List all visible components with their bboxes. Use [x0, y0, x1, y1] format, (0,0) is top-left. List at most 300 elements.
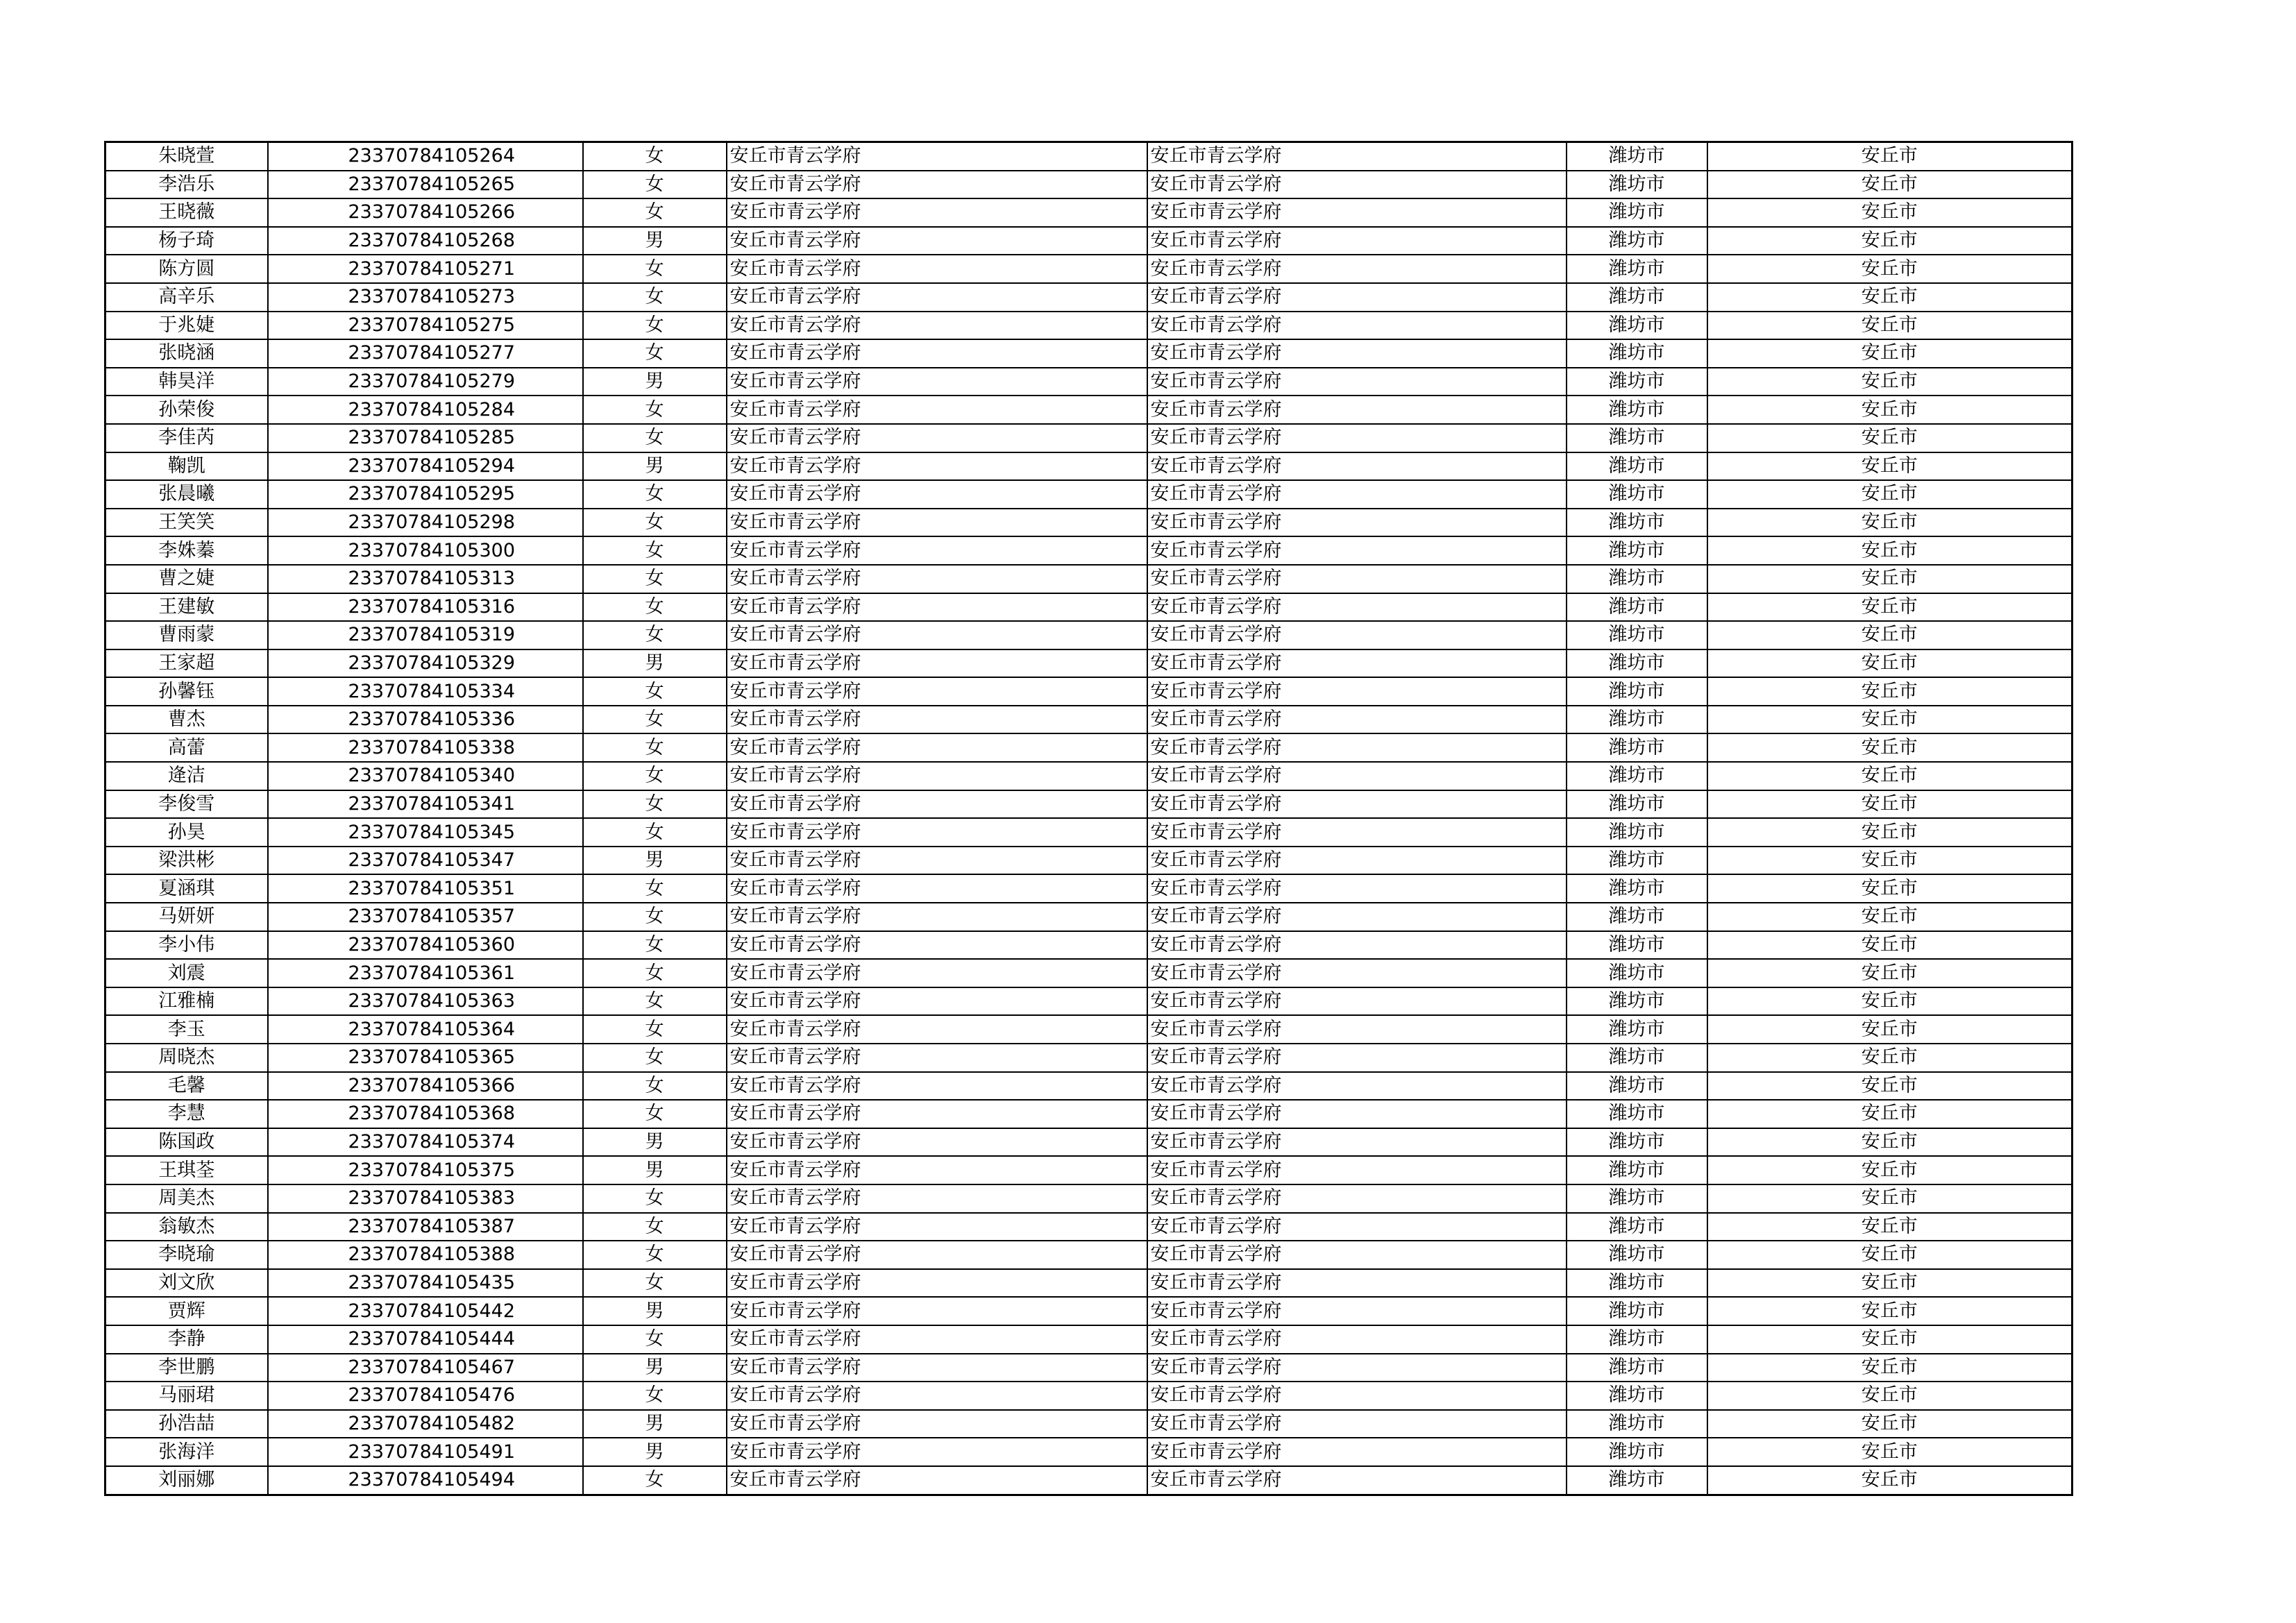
city-cell: 潍坊市: [1567, 762, 1707, 790]
city-cell: 潍坊市: [1567, 424, 1707, 452]
exam-site-cell: 安丘市青云学府: [1147, 1241, 1567, 1269]
student-name-cell: 马妍妍: [105, 903, 268, 931]
gender-cell: 女: [583, 790, 727, 819]
gender-cell: 女: [583, 1325, 727, 1354]
exam-id-cell: 23370784105383: [268, 1184, 583, 1213]
school-cell: 安丘市青云学府: [727, 480, 1147, 509]
student-name-cell: 毛馨: [105, 1072, 268, 1101]
gender-cell: 女: [583, 1213, 727, 1241]
county-cell: 安丘市: [1707, 1156, 2073, 1184]
county-cell: 安丘市: [1707, 1213, 2073, 1241]
school-cell: 安丘市青云学府: [727, 339, 1147, 368]
exam-site-cell: 安丘市青云学府: [1147, 1100, 1567, 1128]
city-cell: 潍坊市: [1567, 1410, 1707, 1438]
student-name-cell: 周美杰: [105, 1184, 268, 1213]
student-name-cell: 李佳芮: [105, 424, 268, 452]
exam-id-cell: 23370784105300: [268, 536, 583, 565]
county-cell: 安丘市: [1707, 509, 2073, 537]
exam-id-cell: 23370784105368: [268, 1100, 583, 1128]
student-name-cell: 陈方圆: [105, 255, 268, 283]
county-cell: 安丘市: [1707, 565, 2073, 593]
exam-site-cell: 安丘市青云学府: [1147, 142, 1567, 171]
exam-site-cell: 安丘市青云学府: [1147, 480, 1567, 509]
exam-site-cell: 安丘市青云学府: [1147, 1213, 1567, 1241]
county-cell: 安丘市: [1707, 677, 2073, 706]
exam-id-cell: 23370784105271: [268, 255, 583, 283]
school-cell: 安丘市青云学府: [727, 818, 1147, 847]
gender-cell: 男: [583, 1354, 727, 1382]
exam-id-cell: 23370784105295: [268, 480, 583, 509]
county-cell: 安丘市: [1707, 1325, 2073, 1354]
table-row: [105, 171, 2073, 199]
table-row: [105, 368, 2073, 396]
city-cell: 潍坊市: [1567, 1184, 1707, 1213]
gender-cell: 男: [583, 227, 727, 255]
city-cell: 潍坊市: [1567, 1156, 1707, 1184]
city-cell: 潍坊市: [1567, 959, 1707, 987]
exam-id-cell: 23370784105334: [268, 677, 583, 706]
exam-site-cell: 安丘市青云学府: [1147, 931, 1567, 960]
gender-cell: 女: [583, 959, 727, 987]
city-cell: 潍坊市: [1567, 1382, 1707, 1410]
county-cell: 安丘市: [1707, 931, 2073, 960]
school-cell: 安丘市青云学府: [727, 1438, 1147, 1466]
table-row: [105, 874, 2073, 903]
student-name-cell: 曹之婕: [105, 565, 268, 593]
school-cell: 安丘市青云学府: [727, 762, 1147, 790]
school-cell: 安丘市青云学府: [727, 649, 1147, 678]
exam-id-cell: 23370784105435: [268, 1269, 583, 1298]
school-cell: 安丘市青云学府: [727, 1156, 1147, 1184]
student-name-cell: 翁敏杰: [105, 1213, 268, 1241]
school-cell: 安丘市青云学府: [727, 1241, 1147, 1269]
table-row: [105, 1156, 2073, 1184]
county-cell: 安丘市: [1707, 1297, 2073, 1325]
table-row: [105, 565, 2073, 593]
student-name-cell: 高蕾: [105, 733, 268, 762]
county-cell: 安丘市: [1707, 424, 2073, 452]
table-row: [105, 903, 2073, 931]
city-cell: 潍坊市: [1567, 227, 1707, 255]
table-row: [105, 227, 2073, 255]
exam-site-cell: 安丘市青云学府: [1147, 649, 1567, 678]
exam-site-cell: 安丘市青云学府: [1147, 424, 1567, 452]
table-row: [105, 790, 2073, 819]
exam-site-cell: 安丘市青云学府: [1147, 565, 1567, 593]
exam-site-cell: 安丘市青云学府: [1147, 1382, 1567, 1410]
exam-id-cell: 23370784105294: [268, 452, 583, 481]
student-name-cell: 李静: [105, 1325, 268, 1354]
city-cell: 潍坊市: [1567, 1213, 1707, 1241]
student-name-cell: 朱晓萱: [105, 142, 268, 171]
student-name-cell: 刘震: [105, 959, 268, 987]
gender-cell: 男: [583, 1438, 727, 1466]
gender-cell: 女: [583, 1466, 727, 1495]
county-cell: 安丘市: [1707, 1269, 2073, 1298]
school-cell: 安丘市青云学府: [727, 227, 1147, 255]
county-cell: 安丘市: [1707, 649, 2073, 678]
gender-cell: 女: [583, 283, 727, 312]
county-cell: 安丘市: [1707, 1466, 2073, 1495]
county-cell: 安丘市: [1707, 1410, 2073, 1438]
table-row: [105, 1297, 2073, 1325]
county-cell: 安丘市: [1707, 1382, 2073, 1410]
city-cell: 潍坊市: [1567, 142, 1707, 171]
gender-cell: 男: [583, 847, 727, 875]
exam-id-cell: 23370784105375: [268, 1156, 583, 1184]
exam-site-cell: 安丘市青云学府: [1147, 536, 1567, 565]
city-cell: 潍坊市: [1567, 706, 1707, 734]
county-cell: 安丘市: [1707, 142, 2073, 171]
exam-site-cell: 安丘市青云学府: [1147, 987, 1567, 1016]
student-name-cell: 李世鹏: [105, 1354, 268, 1382]
exam-id-cell: 23370784105338: [268, 733, 583, 762]
school-cell: 安丘市青云学府: [727, 790, 1147, 819]
table-row: [105, 649, 2073, 678]
table-row: [105, 959, 2073, 987]
exam-id-cell: 23370784105365: [268, 1044, 583, 1072]
student-name-cell: 刘丽娜: [105, 1466, 268, 1495]
table-row: [105, 1382, 2073, 1410]
school-cell: 安丘市青云学府: [727, 1184, 1147, 1213]
county-cell: 安丘市: [1707, 452, 2073, 481]
exam-id-cell: 23370784105329: [268, 649, 583, 678]
city-cell: 潍坊市: [1567, 847, 1707, 875]
city-cell: 潍坊市: [1567, 255, 1707, 283]
exam-id-cell: 23370784105345: [268, 818, 583, 847]
exam-site-cell: 安丘市青云学府: [1147, 677, 1567, 706]
school-cell: 安丘市青云学府: [727, 368, 1147, 396]
exam-site-cell: 安丘市青云学府: [1147, 396, 1567, 424]
school-cell: 安丘市青云学府: [727, 1297, 1147, 1325]
exam-id-cell: 23370784105273: [268, 283, 583, 312]
city-cell: 潍坊市: [1567, 396, 1707, 424]
student-name-cell: 刘文欣: [105, 1269, 268, 1298]
exam-site-cell: 安丘市青云学府: [1147, 903, 1567, 931]
student-name-cell: 王家超: [105, 649, 268, 678]
student-name-cell: 李浩乐: [105, 171, 268, 199]
city-cell: 潍坊市: [1567, 368, 1707, 396]
student-name-cell: 鞠凯: [105, 452, 268, 481]
city-cell: 潍坊市: [1567, 1297, 1707, 1325]
school-cell: 安丘市青云学府: [727, 733, 1147, 762]
exam-site-cell: 安丘市青云学府: [1147, 847, 1567, 875]
gender-cell: 女: [583, 255, 727, 283]
school-cell: 安丘市青云学府: [727, 1072, 1147, 1101]
county-cell: 安丘市: [1707, 368, 2073, 396]
table-row: [105, 593, 2073, 622]
gender-cell: 女: [583, 677, 727, 706]
exam-id-cell: 23370784105351: [268, 874, 583, 903]
student-name-cell: 孙馨钰: [105, 677, 268, 706]
school-cell: 安丘市青云学府: [727, 1044, 1147, 1072]
city-cell: 潍坊市: [1567, 1072, 1707, 1101]
table-row: [105, 1241, 2073, 1269]
exam-id-cell: 23370784105374: [268, 1128, 583, 1157]
table-row: [105, 1438, 2073, 1466]
exam-id-cell: 23370784105285: [268, 424, 583, 452]
city-cell: 潍坊市: [1567, 1015, 1707, 1044]
exam-site-cell: 安丘市青云学府: [1147, 1015, 1567, 1044]
exam-id-cell: 23370784105336: [268, 706, 583, 734]
student-name-cell: 李小伟: [105, 931, 268, 960]
student-name-cell: 孙浩喆: [105, 1410, 268, 1438]
city-cell: 潍坊市: [1567, 1466, 1707, 1495]
table-row: [105, 452, 2073, 481]
county-cell: 安丘市: [1707, 312, 2073, 340]
gender-cell: 女: [583, 142, 727, 171]
table-row: [105, 847, 2073, 875]
student-name-cell: 高辛乐: [105, 283, 268, 312]
school-cell: 安丘市青云学府: [727, 142, 1147, 171]
exam-id-cell: 23370784105319: [268, 621, 583, 649]
exam-site-cell: 安丘市青云学府: [1147, 171, 1567, 199]
exam-id-cell: 23370784105444: [268, 1325, 583, 1354]
county-cell: 安丘市: [1707, 1241, 2073, 1269]
exam-id-cell: 23370784105467: [268, 1354, 583, 1382]
exam-id-cell: 23370784105360: [268, 931, 583, 960]
student-name-cell: 张晨曦: [105, 480, 268, 509]
school-cell: 安丘市青云学府: [727, 255, 1147, 283]
city-cell: 潍坊市: [1567, 509, 1707, 537]
table-row: [105, 1325, 2073, 1354]
county-cell: 安丘市: [1707, 621, 2073, 649]
city-cell: 潍坊市: [1567, 565, 1707, 593]
city-cell: 潍坊市: [1567, 987, 1707, 1016]
exam-site-cell: 安丘市青云学府: [1147, 818, 1567, 847]
student-name-cell: 李晓瑜: [105, 1241, 268, 1269]
gender-cell: 女: [583, 198, 727, 227]
exam-id-cell: 23370784105284: [268, 396, 583, 424]
gender-cell: 女: [583, 733, 727, 762]
exam-site-cell: 安丘市青云学府: [1147, 1410, 1567, 1438]
gender-cell: 女: [583, 396, 727, 424]
exam-id-cell: 23370784105265: [268, 171, 583, 199]
school-cell: 安丘市青云学府: [727, 621, 1147, 649]
gender-cell: 女: [583, 339, 727, 368]
gender-cell: 女: [583, 874, 727, 903]
city-cell: 潍坊市: [1567, 903, 1707, 931]
student-name-cell: 梁洪彬: [105, 847, 268, 875]
gender-cell: 男: [583, 649, 727, 678]
table-row: [105, 1072, 2073, 1101]
county-cell: 安丘市: [1707, 396, 2073, 424]
table-row: [105, 1269, 2073, 1298]
exam-id-cell: 23370784105266: [268, 198, 583, 227]
exam-site-cell: 安丘市青云学府: [1147, 1269, 1567, 1298]
student-name-cell: 陈国政: [105, 1128, 268, 1157]
table-row: [105, 1100, 2073, 1128]
county-cell: 安丘市: [1707, 1100, 2073, 1128]
city-cell: 潍坊市: [1567, 1354, 1707, 1382]
table-row: [105, 480, 2073, 509]
city-cell: 潍坊市: [1567, 480, 1707, 509]
table-row: [105, 1213, 2073, 1241]
gender-cell: 女: [583, 1044, 727, 1072]
county-cell: 安丘市: [1707, 818, 2073, 847]
school-cell: 安丘市青云学府: [727, 1213, 1147, 1241]
exam-site-cell: 安丘市青云学府: [1147, 255, 1567, 283]
city-cell: 潍坊市: [1567, 198, 1707, 227]
city-cell: 潍坊市: [1567, 312, 1707, 340]
table-row: [105, 396, 2073, 424]
gender-cell: 女: [583, 1269, 727, 1298]
exam-id-cell: 23370784105388: [268, 1241, 583, 1269]
student-name-cell: 张海洋: [105, 1438, 268, 1466]
school-cell: 安丘市青云学府: [727, 312, 1147, 340]
county-cell: 安丘市: [1707, 1184, 2073, 1213]
student-name-cell: 李慧: [105, 1100, 268, 1128]
school-cell: 安丘市青云学府: [727, 396, 1147, 424]
gender-cell: 男: [583, 368, 727, 396]
exam-id-cell: 23370784105347: [268, 847, 583, 875]
exam-id-cell: 23370784105264: [268, 142, 583, 171]
county-cell: 安丘市: [1707, 171, 2073, 199]
table-row: [105, 762, 2073, 790]
school-cell: 安丘市青云学府: [727, 903, 1147, 931]
exam-site-cell: 安丘市青云学府: [1147, 1297, 1567, 1325]
table-row: [105, 283, 2073, 312]
city-cell: 潍坊市: [1567, 931, 1707, 960]
table-row: [105, 1184, 2073, 1213]
exam-id-cell: 23370784105363: [268, 987, 583, 1016]
student-name-cell: 张晓涵: [105, 339, 268, 368]
gender-cell: 女: [583, 903, 727, 931]
exam-id-cell: 23370784105476: [268, 1382, 583, 1410]
student-name-cell: 夏涵琪: [105, 874, 268, 903]
student-name-cell: 王晓薇: [105, 198, 268, 227]
school-cell: 安丘市青云学府: [727, 1100, 1147, 1128]
school-cell: 安丘市青云学府: [727, 1466, 1147, 1495]
gender-cell: 男: [583, 1297, 727, 1325]
city-cell: 潍坊市: [1567, 452, 1707, 481]
school-cell: 安丘市青云学府: [727, 452, 1147, 481]
county-cell: 安丘市: [1707, 255, 2073, 283]
exam-site-cell: 安丘市青云学府: [1147, 312, 1567, 340]
table-row: [105, 255, 2073, 283]
school-cell: 安丘市青云学府: [727, 198, 1147, 227]
exam-id-cell: 23370784105298: [268, 509, 583, 537]
county-cell: 安丘市: [1707, 903, 2073, 931]
student-name-cell: 马丽珺: [105, 1382, 268, 1410]
table-row: [105, 621, 2073, 649]
county-cell: 安丘市: [1707, 733, 2073, 762]
school-cell: 安丘市青云学府: [727, 1325, 1147, 1354]
city-cell: 潍坊市: [1567, 1241, 1707, 1269]
county-cell: 安丘市: [1707, 762, 2073, 790]
gender-cell: 女: [583, 171, 727, 199]
table-row: [105, 1466, 2073, 1495]
school-cell: 安丘市青云学府: [727, 1354, 1147, 1382]
gender-cell: 女: [583, 621, 727, 649]
county-cell: 安丘市: [1707, 1354, 2073, 1382]
school-cell: 安丘市青云学府: [727, 677, 1147, 706]
county-cell: 安丘市: [1707, 480, 2073, 509]
table-row: [105, 706, 2073, 734]
gender-cell: 女: [583, 706, 727, 734]
exam-site-cell: 安丘市青云学府: [1147, 621, 1567, 649]
county-cell: 安丘市: [1707, 790, 2073, 819]
county-cell: 安丘市: [1707, 987, 2073, 1016]
county-cell: 安丘市: [1707, 536, 2073, 565]
county-cell: 安丘市: [1707, 283, 2073, 312]
school-cell: 安丘市青云学府: [727, 565, 1147, 593]
county-cell: 安丘市: [1707, 198, 2073, 227]
table-row: [105, 1128, 2073, 1157]
city-cell: 潍坊市: [1567, 1269, 1707, 1298]
gender-cell: 女: [583, 987, 727, 1016]
student-name-cell: 周晓杰: [105, 1044, 268, 1072]
gender-cell: 女: [583, 1100, 727, 1128]
table-row: [105, 931, 2073, 960]
exam-site-cell: 安丘市青云学府: [1147, 874, 1567, 903]
table-row: [105, 987, 2073, 1016]
gender-cell: 女: [583, 1015, 727, 1044]
school-cell: 安丘市青云学府: [727, 987, 1147, 1016]
city-cell: 潍坊市: [1567, 283, 1707, 312]
student-name-cell: 王建敏: [105, 593, 268, 622]
exam-site-cell: 安丘市青云学府: [1147, 198, 1567, 227]
student-name-cell: 曹雨蒙: [105, 621, 268, 649]
exam-site-cell: 安丘市青云学府: [1147, 1072, 1567, 1101]
student-name-cell: 王琪荃: [105, 1156, 268, 1184]
gender-cell: 女: [583, 931, 727, 960]
table-row: [105, 1410, 2073, 1438]
school-cell: 安丘市青云学府: [727, 593, 1147, 622]
school-cell: 安丘市青云学府: [727, 509, 1147, 537]
student-name-cell: 杨子琦: [105, 227, 268, 255]
exam-id-cell: 23370784105313: [268, 565, 583, 593]
gender-cell: 女: [583, 536, 727, 565]
table-row: [105, 818, 2073, 847]
student-name-cell: 贾辉: [105, 1297, 268, 1325]
exam-id-cell: 23370784105279: [268, 368, 583, 396]
exam-id-cell: 23370784105387: [268, 1213, 583, 1241]
student-name-cell: 韩昊洋: [105, 368, 268, 396]
table-row: [105, 424, 2073, 452]
exam-site-cell: 安丘市青云学府: [1147, 593, 1567, 622]
table-row: [105, 536, 2073, 565]
exam-id-cell: 23370784105361: [268, 959, 583, 987]
county-cell: 安丘市: [1707, 339, 2073, 368]
exam-site-cell: 安丘市青云学府: [1147, 1044, 1567, 1072]
table-row: [105, 1044, 2073, 1072]
exam-site-cell: 安丘市青云学府: [1147, 452, 1567, 481]
exam-id-cell: 23370784105494: [268, 1466, 583, 1495]
school-cell: 安丘市青云学府: [727, 283, 1147, 312]
student-name-cell: 李俊雪: [105, 790, 268, 819]
exam-site-cell: 安丘市青云学府: [1147, 959, 1567, 987]
exam-site-cell: 安丘市青云学府: [1147, 227, 1567, 255]
exam-id-cell: 23370784105275: [268, 312, 583, 340]
exam-site-cell: 安丘市青云学府: [1147, 762, 1567, 790]
student-name-cell: 王笑笑: [105, 509, 268, 537]
school-cell: 安丘市青云学府: [727, 1269, 1147, 1298]
exam-id-cell: 23370784105442: [268, 1297, 583, 1325]
exam-site-cell: 安丘市青云学府: [1147, 733, 1567, 762]
gender-cell: 女: [583, 818, 727, 847]
student-name-cell: 于兆婕: [105, 312, 268, 340]
student-name-cell: 孙昊: [105, 818, 268, 847]
school-cell: 安丘市青云学府: [727, 1382, 1147, 1410]
gender-cell: 女: [583, 1072, 727, 1101]
school-cell: 安丘市青云学府: [727, 1015, 1147, 1044]
exam-site-cell: 安丘市青云学府: [1147, 1438, 1567, 1466]
exam-site-cell: 安丘市青云学府: [1147, 509, 1567, 537]
table-row: [105, 312, 2073, 340]
county-cell: 安丘市: [1707, 874, 2073, 903]
student-name-cell: 孙荣俊: [105, 396, 268, 424]
